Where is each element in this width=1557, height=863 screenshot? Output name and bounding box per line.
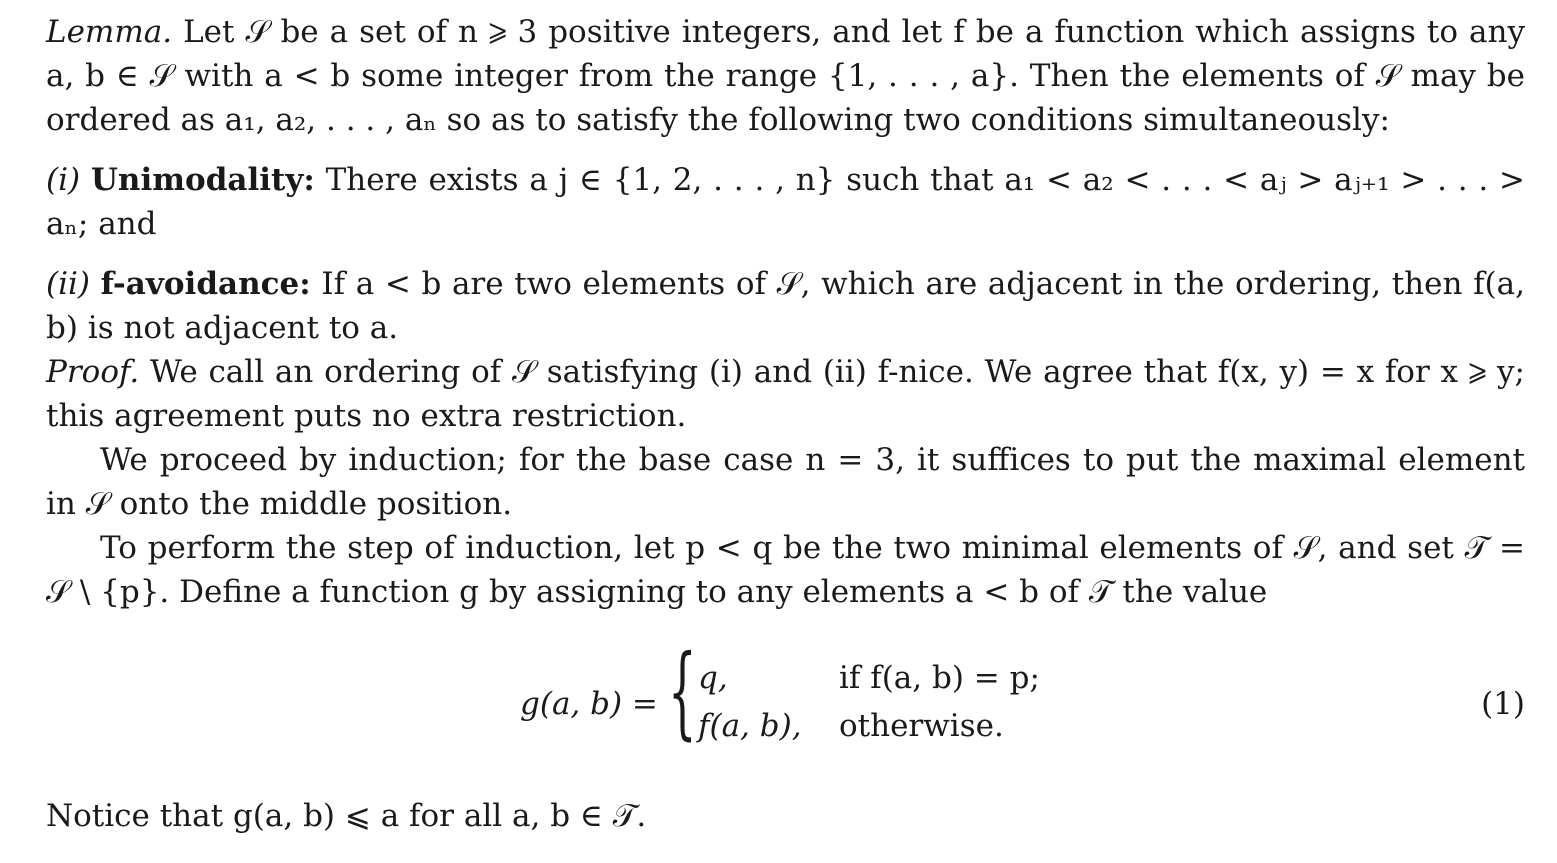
condition-text: There exists a j ∈ {1, 2, . . . , n} such that a₁ < a₂ < . . . < aⱼ > aⱼ₊₁ > . . . > aₙ; and [46, 162, 1525, 242]
proof-paragraph-3: To perform the step of induction, let p < q be the two minimal elements of 𝒮, and set 𝒯 = 𝒮 \ {p}. Define a function g by assigning to any elements a < b of 𝒯 the value [46, 530, 1525, 610]
condition-title: Unimodality: [90, 162, 315, 198]
equation-case1-value: q, [698, 660, 728, 696]
lemma-statement [46, 10, 1525, 142]
proof-paragraph-1 [46, 350, 1525, 438]
condition-label: (i) [46, 162, 91, 198]
proof-text: We call an ordering of 𝒮 satisfying (i) and (ii) f-nice. We agree that f(x, y) = x for x ⩾ y; this agreement puts no extra restriction. [46, 354, 1525, 434]
notice-paragraph: Notice that g(a, b) ⩽ a for all a, b ∈ 𝒯. [46, 798, 647, 834]
lemma-text: Let 𝒮 be a set of n ⩾ 3 positive integers, and let f be a function which assigns to any a, b ∈ 𝒮 with a < b some integer from the range {1, . . . , a}. Then the elements of 𝒮 may be ordered as a₁, a₂, . . . , aₙ so as to satisfy the following two conditions simultaneously: [46, 14, 1525, 138]
display-equation [46, 634, 1525, 774]
proof-label: Proof. [46, 354, 140, 390]
condition-f-avoidance [46, 262, 1525, 350]
condition-text: If a < b are two elements of 𝒮, which are adjacent in the ordering, then f(a, b) is not adjacent to a. [46, 266, 1525, 346]
equation-number: (1) [1481, 686, 1525, 722]
condition-label: (ii) [46, 266, 101, 302]
equation-brace: { [668, 633, 697, 750]
lemma-label: Lemma. [46, 14, 173, 50]
proof-paragraph-2: We proceed by induction; for the base case n = 3, it suffices to put the maximal element in 𝒮 onto the middle position. [46, 442, 1525, 522]
condition-title: f-avoidance: [100, 266, 311, 302]
equation-lhs: g(a, b) = [520, 686, 658, 722]
equation-case1-condition: if f(a, b) = p; [839, 660, 1040, 696]
equation-case2-value: f(a, b), [698, 708, 802, 744]
equation-case2-condition: otherwise. [839, 708, 1004, 744]
condition-unimodality [46, 158, 1525, 246]
